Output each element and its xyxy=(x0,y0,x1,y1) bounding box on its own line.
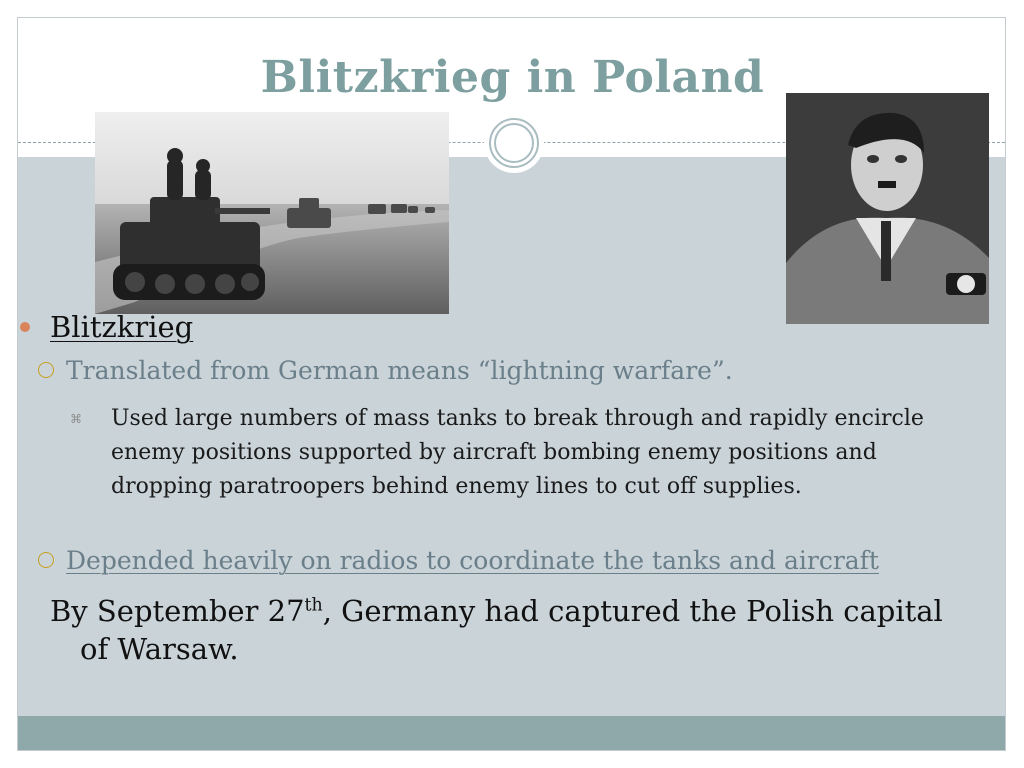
hollow-circle-bullet-icon xyxy=(38,362,54,378)
bullet-level2-translation xyxy=(38,356,733,385)
bullet-level2b-text: Depended heavily on radios to coordinate the tanks and aircraft xyxy=(66,546,879,575)
slide-title: Blitzkrieg in Poland xyxy=(260,52,765,103)
circle-ring-icon xyxy=(489,118,539,168)
bullet-level2-radios xyxy=(38,546,879,575)
bullet-level2a-text: Translated from German means “lightning warfare”. xyxy=(66,356,733,385)
divider-circle-ornament xyxy=(484,113,544,173)
portrait-illustration xyxy=(786,93,989,324)
bullet-level3-tanks xyxy=(70,402,940,504)
tanks-illustration xyxy=(95,112,449,314)
bullet-level1-text: Blitzkrieg xyxy=(50,310,194,344)
warsaw-statement xyxy=(50,592,980,668)
bullet-level1-blitzkrieg xyxy=(30,310,193,344)
portrait-photo xyxy=(786,93,989,324)
hollow-circle-bullet-icon xyxy=(38,552,54,568)
bullet-level3-text: Used large numbers of mass tanks to break through and rapidly encircle enemy positions supported by aircraft bombing enemy positions and dropping paratroopers behind enemy lines to cut off supplies. xyxy=(111,406,924,499)
warsaw-text-before: By September 27 xyxy=(50,594,305,628)
filled-circle-bullet-icon xyxy=(20,322,30,332)
warsaw-superscript: th xyxy=(304,595,323,616)
tanks-photo xyxy=(95,112,449,314)
warsaw-text-after: , Germany had captured the Polish capital of Warsaw. xyxy=(80,594,943,666)
bottom-band xyxy=(18,716,1005,750)
cross-bullet-icon: ⌘ xyxy=(70,412,82,426)
